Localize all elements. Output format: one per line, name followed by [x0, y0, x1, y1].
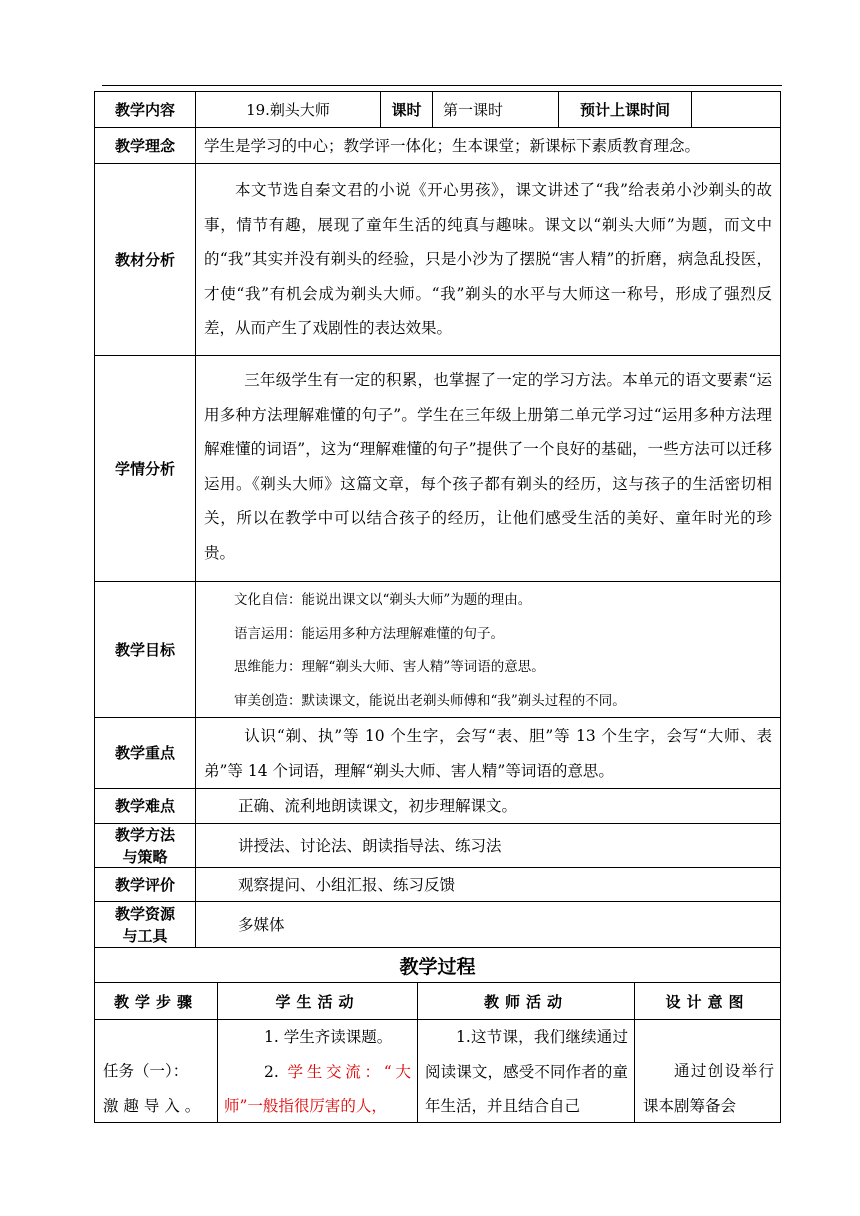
- methods-label: 教学方法 与策略: [94, 823, 196, 868]
- header-rule: [102, 85, 782, 86]
- material-cell: [195, 163, 781, 356]
- content-value: 19.剃头大师: [195, 91, 381, 128]
- students-cell: [195, 355, 781, 582]
- objective-item: 文化自信：能说出课文以“剃头大师”为题的理由。: [234, 592, 532, 608]
- keypoints-label: 教学重点: [94, 717, 196, 789]
- evaluation-label: 教学评价: [94, 867, 196, 902]
- evaluation-text: 观察提问、小组汇报、练习反馈: [195, 867, 781, 902]
- resources-text: 多媒体: [195, 901, 781, 948]
- philosophy-label: 教学理念: [94, 127, 196, 164]
- students-text: 三年级学生有一定的积累，也掌握了一定的学习方法。本单元的语文要素“运用多种方法理解难懂的句子”。学生在三年级上册第二单元学习过“运用多种方法理解难懂的词语”，这为“理解难懂的句子”提供了一个良好的基础，一些方法可以迁移运用。《剃头大师》这篇文章，每个孩子都有剃头的经历，这与孩子的生活密切相关，所以在教学中可以结合孩子的经历，让他们感受生活的美好、童年时光的珍贵。: [204, 371, 772, 562]
- objectives-label: 教学目标: [94, 581, 196, 718]
- student-activity-cell: [217, 1019, 418, 1123]
- difficulties-label: 教学难点: [94, 788, 196, 824]
- task-line2: 激 趣 导 入 。: [103, 1096, 201, 1115]
- student-item: 2. 学生交流：“大师”一般指很厉害的人，: [224, 1062, 411, 1115]
- column-header-steps: 教学步骤: [94, 982, 218, 1020]
- content-label: 教学内容: [94, 91, 196, 128]
- period-label: 课时: [380, 91, 433, 128]
- students-label: 学情分析: [94, 355, 196, 582]
- teacher-text: 1.这节课，我们继续通过阅读课文，感受不同作者的童年生活，并且结合自己: [425, 1028, 628, 1115]
- material-text: 本文节选自秦文君的小说《开心男孩》，课文讲述了“我”给表弟小沙剃头的故事，情节有趣，展现了童年生活的纯真与趣味。课文以“剃头大师”为题，而文中的“我”其实并没有剃头的经验，只是小沙为了摆脱“害人精”的折磨，病急乱投医，才使“我”有机会成为剃头大师。“我”剃头的水平与大师这一称号，形成了强烈反差，从而产生了戏剧性的表达效果。: [204, 181, 772, 337]
- column-header-teacher: 教师活动: [417, 982, 635, 1020]
- keypoints-text: 认识“剃、执”等 10 个生字，会写“表、胆”等 13 个生字，会写“大师、表弟”等 14 个词语，理解“剃头大师、害人精”等词语的意思。: [204, 727, 772, 780]
- column-header-intent: 设计意图: [634, 982, 781, 1020]
- task-cell: [94, 1019, 218, 1123]
- resources-label: 教学资源 与工具: [94, 901, 196, 948]
- keypoints-cell: [195, 717, 781, 789]
- column-header-student: 学生活动: [217, 982, 418, 1020]
- intent-text: 通过创设举行课本剧筹备会: [643, 1062, 774, 1115]
- difficulties-text: 正确、流利地朗读课文，初步理解课文。: [195, 788, 781, 824]
- schedule-value: [691, 91, 781, 128]
- objective-item: 思维能力：理解“剃头大师、害人精”等词语的意思。: [234, 659, 545, 675]
- philosophy-text: 学生是学习的中心；教学评一体化；生本课堂；新课标下素质教育理念。: [195, 127, 781, 164]
- task-line1: 任务（一）：: [103, 1062, 189, 1080]
- objective-item: 语言运用：能运用多种方法理解难懂的句子。: [234, 625, 504, 642]
- student-item: 1. 学生齐读课题。: [264, 1028, 393, 1046]
- objective-item: 审美创造：默读课文，能说出老剃头师傅和“我”剃头过程的不同。: [234, 692, 626, 709]
- period-value: 第一课时: [432, 91, 559, 128]
- process-title: 教学过程: [94, 947, 781, 983]
- schedule-label: 预计上课时间: [558, 91, 692, 128]
- intent-cell: [634, 1019, 781, 1123]
- material-label: 教材分析: [94, 163, 196, 356]
- teacher-activity-cell: [417, 1019, 635, 1123]
- student-exchange-text: 学生交流：“大师”一般指很厉害的人，: [224, 1062, 411, 1115]
- objectives-cell: [195, 581, 781, 718]
- methods-text: 讲授法、讨论法、朗读指导法、练习法: [195, 823, 781, 868]
